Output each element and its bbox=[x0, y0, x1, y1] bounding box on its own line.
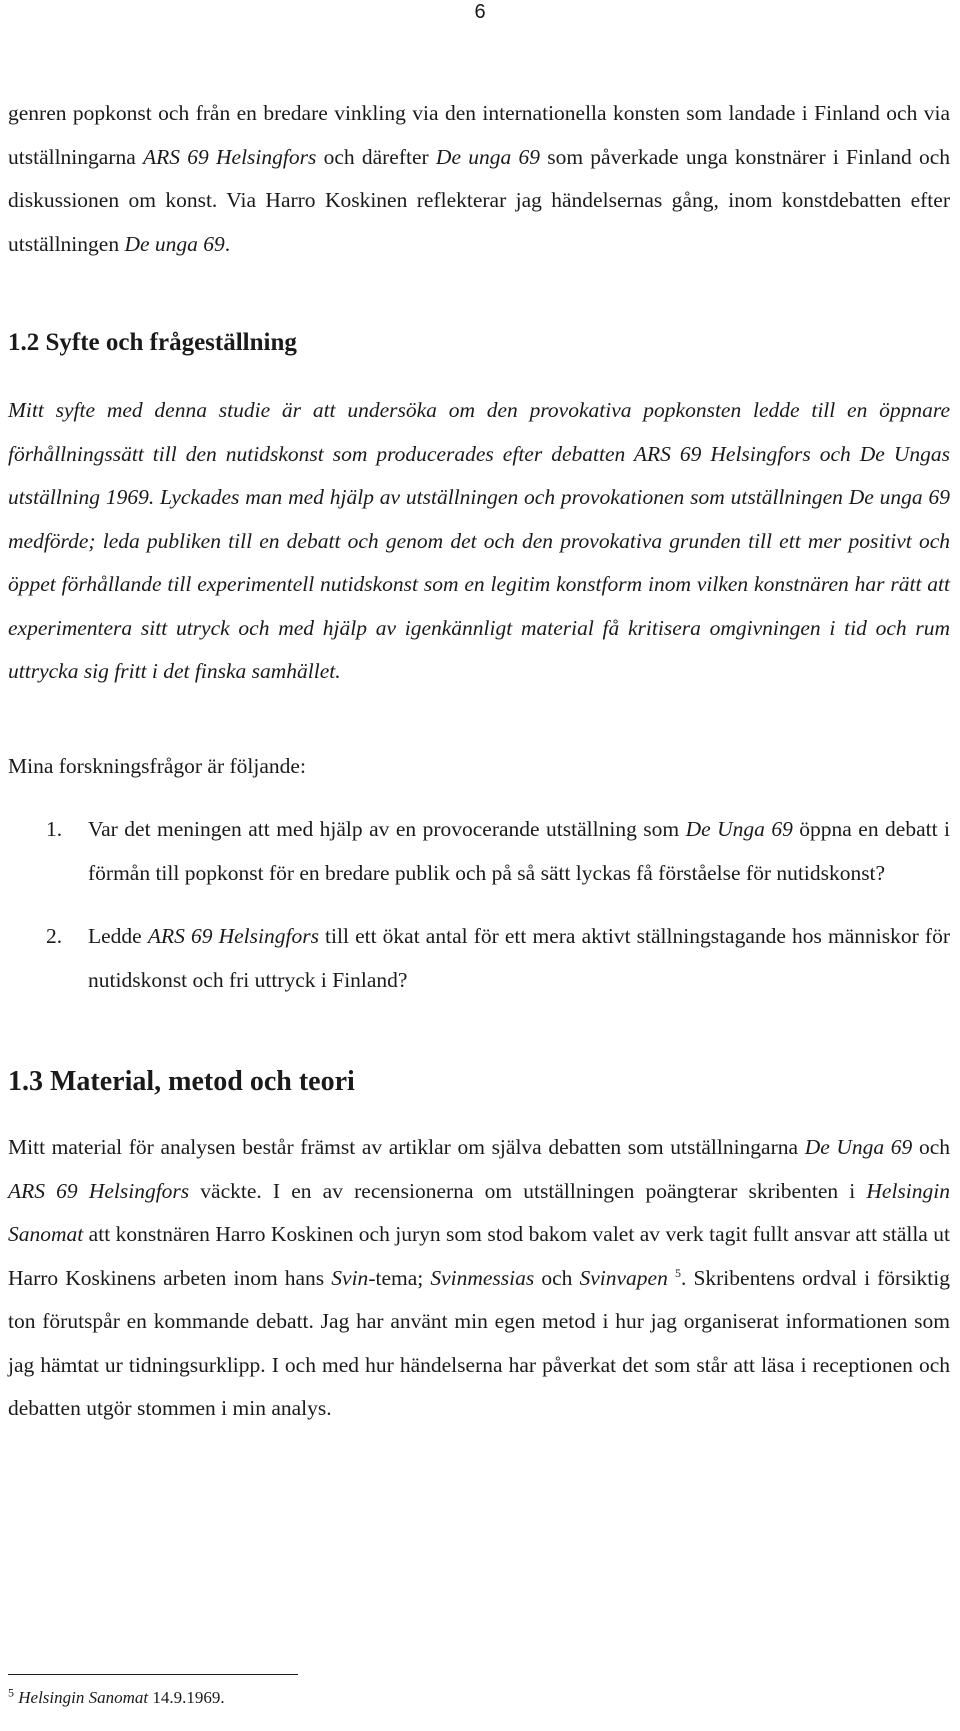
intro-text: och därefter bbox=[316, 144, 436, 169]
page-number: 6 bbox=[474, 1, 486, 23]
material-italic: Svinmessias bbox=[430, 1265, 535, 1290]
material-text: att konstnären Harro Koskinen och juryn som stod bakom valet av verk tagit fullt ansvar att ställa ut Harro Koskinens arbeten inom hans bbox=[8, 1222, 950, 1290]
intro-paragraph bbox=[8, 92, 950, 266]
list-item-text: öppna en debatt i förmån till popkonst för en bredare publik och på så sätt lyckas få förståelse för nutidskonst? bbox=[88, 817, 950, 885]
material-paragraph-block bbox=[8, 1126, 950, 1431]
intro-text: som påverkade unga konstnärer i Finland och diskussionen om konst. Via Harro Koskinen reflekterar jag händelsernas gång, inom konstdebatten efter utställningen bbox=[8, 144, 951, 256]
list-item bbox=[8, 808, 950, 895]
material-text: . Skribentens ordval i försiktig ton förutspår en kommande debatt. Jag har använt min egen metod i hur jag organiserat informationen som jag hämtat ur tidningsurklipp. I och med hur händelserna har påverkat det som står att läsa i receptionen och debatten utgör stommen i min analys. bbox=[8, 1265, 951, 1420]
intro-text: genren popkonst och från en bredare vinkling via den internationella konsten som landade i Finland och via utställningarna bbox=[8, 101, 950, 169]
intro-italic-de-unga: De unga 69 bbox=[124, 231, 225, 256]
purpose-paragraph-block bbox=[8, 389, 950, 694]
intro-text: . bbox=[224, 231, 231, 256]
material-paragraph bbox=[8, 1126, 950, 1431]
footnote bbox=[8, 1686, 225, 1710]
list-item-text: Ledde bbox=[88, 924, 148, 948]
material-italic: ARS 69 Helsingfors bbox=[8, 1178, 190, 1203]
material-text: väckte. I en av recensionerna om utställningen poängterar skribenten i bbox=[189, 1178, 867, 1203]
footnote-number: 5 bbox=[8, 1685, 14, 1700]
footnote-divider bbox=[8, 1674, 298, 1675]
material-italic: Helsingin Sanomat bbox=[8, 1178, 950, 1246]
questions-intro-block bbox=[8, 745, 950, 789]
footnote-reference[interactable]: 5 bbox=[674, 1265, 681, 1280]
intro-paragraph-block bbox=[8, 92, 950, 266]
list-item-number: 1. bbox=[46, 817, 63, 841]
material-italic: De Unga 69 bbox=[804, 1135, 913, 1159]
footnote-date: 14.9.1969. bbox=[148, 1688, 225, 1707]
section-heading-1-3: 1.3 Material, metod och teori bbox=[8, 1066, 355, 1097]
list-item bbox=[8, 915, 950, 1002]
material-italic: Svin bbox=[331, 1265, 369, 1290]
questions-intro: Mina forskningsfrågor är följande: bbox=[8, 754, 306, 778]
list-item-italic: De Unga 69 bbox=[685, 817, 793, 841]
material-text: och bbox=[912, 1135, 950, 1159]
list-item-text: Var det meningen att med hjälp av en provocerande utställning som bbox=[88, 817, 686, 841]
material-text: -tema; bbox=[368, 1265, 431, 1290]
footnote-source: Helsingin Sanomat bbox=[18, 1688, 149, 1707]
material-italic: Svinvapen bbox=[579, 1265, 668, 1290]
intro-italic-ars: ARS 69 Helsingfors bbox=[143, 144, 317, 169]
intro-italic-de-unga: De unga 69 bbox=[435, 144, 540, 169]
purpose-paragraph: Mitt syfte med denna studie är att undersöka om den provokativa popkonsten ledde till en öppnare förhållningssätt till den nutidskonst som producerades efter debatten ARS 69 Helsingfors och De Ungas utställning 1969. Lyckades man med hjälp av utställningen och provokationen som utställningen De unga 69 medförde; leda publiken till en debatt och genom det och den provokativa grunden till ett mer positivt och öppet förhållande till experimentell nutidskonst som en legitim konstform inom vilken konstnären har rätt att experimentera sitt utryck och med hjälp av igenkännligt material få kritisera omgivningen i tid och rum uttrycka sig fritt i det finska samhället. bbox=[8, 398, 950, 683]
list-item-text: till ett ökat antal för ett mera aktivt ställningstagande hos människor för nutidskonst och fri uttryck i Finland? bbox=[88, 924, 950, 992]
material-text: och bbox=[534, 1265, 580, 1290]
section-heading-1-2: 1.2 Syfte och frågeställning bbox=[8, 329, 297, 356]
research-questions-list bbox=[8, 808, 950, 1002]
list-item-number: 2. bbox=[46, 924, 63, 948]
list-item-italic: ARS 69 Helsingfors bbox=[147, 924, 319, 948]
material-text: Mitt material för analysen består främst av artiklar om själva debatten som utställningarna bbox=[8, 1135, 805, 1159]
